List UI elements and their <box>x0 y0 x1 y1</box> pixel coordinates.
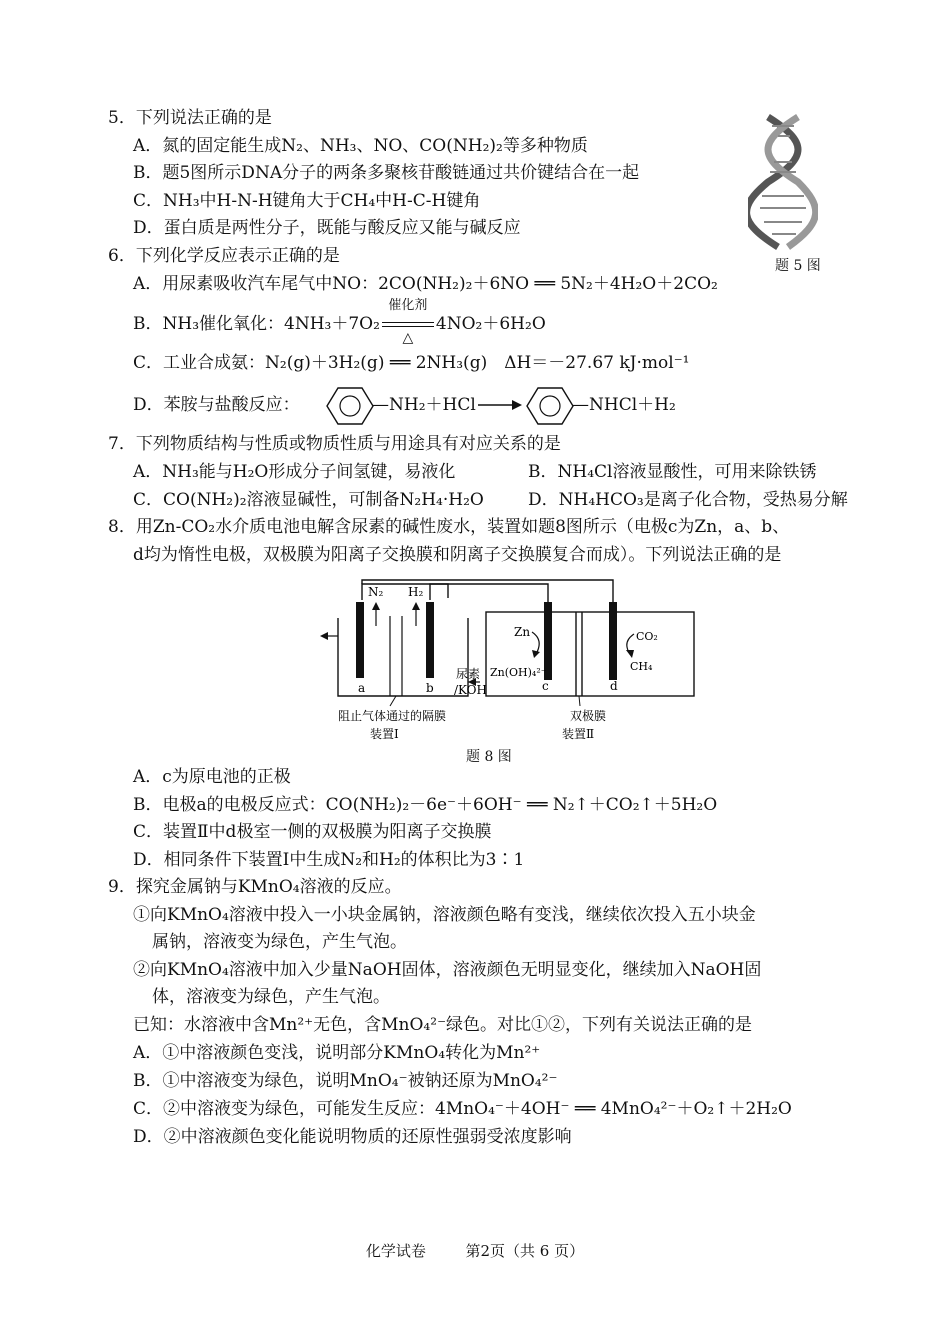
label-n2: N₂ <box>368 585 384 599</box>
benzene-ring-product-icon <box>526 386 574 426</box>
footer-subject: 化学试卷 <box>365 1242 426 1260</box>
electrode-b <box>426 602 434 678</box>
q9-stem: 9．探究金属钠与KMnO₄溶液的反应。 <box>108 877 402 897</box>
label-electrode-a: a <box>358 681 366 695</box>
q9-option-c: C．②中溶液变为绿色，可能发生反应：4MnO₄⁻＋4OH⁻ ══ 4MnO₄²⁻＋O₂↑＋2H₂O <box>133 1099 792 1119</box>
q8-figure-caption: 题 8 图 <box>466 749 512 765</box>
label-feed-koh: /KOH <box>454 683 487 697</box>
q8-option-b: B．电极a的电极反应式：CO(NH₂)₂－6e⁻＋6OH⁻ ══ N₂↑＋CO₂↑＋5H₂O <box>133 795 718 815</box>
footer-page-number: 第2页（共 6 页） <box>465 1242 585 1260</box>
label-electrode-c: c <box>542 679 549 693</box>
q6-option-b-arrow <box>380 298 436 346</box>
q9-option-d: D．②中溶液颜色变化能说明物质的还原性强弱受浓度影响 <box>133 1127 572 1147</box>
q9-step2-line1: ②向KMnO₄溶液中加入少量NaOH固体，溶液颜色无明显变化，继续加入NaOH固 <box>133 960 762 980</box>
q6-option-d <box>133 394 300 416</box>
q6-option-a: A．用尿素吸收汽车尾气中NO：2CO(NH₂)₂＋6NO ══ 5N₂＋4H₂O＋2CO₂ <box>133 274 718 294</box>
label-ch4: CH₄ <box>630 660 653 673</box>
electrode-a <box>356 602 364 678</box>
q6-option-c: C．工业合成氨：N₂(g)＋3H₂(g) ══ 2NH₃(g) ΔH＝－27.67 kJ·mol⁻¹ <box>133 353 690 373</box>
anilinium-product: NHCl＋H₂ <box>589 395 676 415</box>
page-footer <box>0 1240 950 1261</box>
q6-option-d-reactant: —NH₂＋HCl <box>372 395 476 415</box>
q5-option-d: D．蛋白质是两性分子，既能与酸反应又能与碱反应 <box>133 218 521 238</box>
q8-option-a: A．c为原电池的正极 <box>133 767 291 787</box>
q5-option-a: A．氮的固定能生成N₂、NH₃、NO、CO(NH₂)₂等多种物质 <box>133 136 588 156</box>
q6-option-d-product: —NHCl＋H₂ <box>572 395 676 415</box>
dna-helix-figure <box>748 112 818 252</box>
q6-option-b <box>133 298 546 346</box>
q7-option-c: C．CO(NH₂)₂溶液显碱性，可制备N₂H₄·H₂O <box>133 490 484 510</box>
label-zn: Zn <box>514 625 531 639</box>
q7-option-d: D．NH₄HCO₃是离子化合物，受热易分解 <box>528 490 848 510</box>
heat-symbol: △ <box>402 330 414 346</box>
q8-option-c: C．装置Ⅱ中d极室一侧的双极膜为阳离子交换膜 <box>133 822 492 842</box>
q5-option-c: C．NH₃中H-N-H键角大于CH₄中H-C-H键角 <box>133 191 481 211</box>
q8-option-d: D．相同条件下装置Ⅰ中生成N₂和H₂的体积比为3∶1 <box>133 850 525 870</box>
q9-step2-line2: 体，溶液变为绿色，产生气泡。 <box>152 987 390 1007</box>
label-device-1: 装置Ⅰ <box>370 727 399 741</box>
q6-option-b-suffix: 4NO₂＋6H₂O <box>435 314 546 334</box>
q6-option-d-prefix: D．苯胺与盐酸反应： <box>133 395 300 415</box>
q6-stem: 6．下列化学反应表示正确的是 <box>108 246 340 266</box>
q7-stem: 7．下列物质结构与性质或物质性质与用途具有对应关系的是 <box>108 434 561 454</box>
label-zinc-complex: Zn(OH)₄²⁻ <box>490 666 547 679</box>
label-separator: 阻止气体通过的隔膜 <box>338 709 447 723</box>
electrode-d <box>609 602 617 680</box>
q5-stem: 5．下列说法正确的是 <box>108 108 272 128</box>
benzene-ring-icon <box>326 386 374 426</box>
q5-figure-caption: 题 5 图 <box>775 258 821 274</box>
q9-step1-line1: ①向KMnO₄溶液中投入一小块金属钠，溶液颜色略有变浅，继续依次投入五小块金 <box>133 905 756 925</box>
q8-stem-line1: 8．用Zn-CO₂水介质电池电解含尿素的碱性废水，装置如题8图所示（电极c为Zn，a、b、 <box>108 517 790 537</box>
q7-option-a: A．NH₃能与H₂O形成分子间氢键，易液化 <box>133 462 456 482</box>
label-device-2: 装置Ⅱ <box>562 727 595 741</box>
catalyst-label: 催化剂 <box>388 298 428 313</box>
label-feed-urea: 尿素 <box>456 667 481 681</box>
reaction-arrow-icon <box>478 398 522 412</box>
label-electrode-b: b <box>426 681 434 695</box>
q5-option-b: B．题5图所示DNA分子的两条多聚核苷酸链通过共价键结合在一起 <box>133 163 640 183</box>
label-h2: H₂ <box>408 585 424 599</box>
label-bipolar: 双极膜 <box>570 709 607 723</box>
q9-option-a: A．①中溶液颜色变浅，说明部分KMnO₄转化为Mn²⁺ <box>133 1043 541 1063</box>
q6-option-b-prefix: B．NH₃催化氧化：4NH₃＋7O₂ <box>133 314 380 334</box>
q9-known: 已知：水溶液中含Mn²⁺无色，含MnO₄²⁻绿色。对比①②，下列有关说法正确的是 <box>133 1015 753 1035</box>
aniline-reactant: NH₂＋HCl <box>389 395 476 415</box>
q8-stem-line2: d均为惰性电极，双极膜为阳离子交换膜和阴离子交换膜复合而成）。下列说法正确的是 <box>133 545 782 565</box>
label-electrode-d: d <box>610 679 618 693</box>
label-co2: CO₂ <box>636 630 658 643</box>
q9-step1-line2: 属钠，溶液变为绿色，产生气泡。 <box>152 932 407 952</box>
q9-option-b: B．①中溶液变为绿色，说明MnO₄⁻被钠还原为MnO₄²⁻ <box>133 1071 558 1091</box>
electrolysis-apparatus-figure <box>318 578 698 748</box>
q7-option-b: B．NH₄Cl溶液显酸性，可用来除铁锈 <box>528 462 817 482</box>
